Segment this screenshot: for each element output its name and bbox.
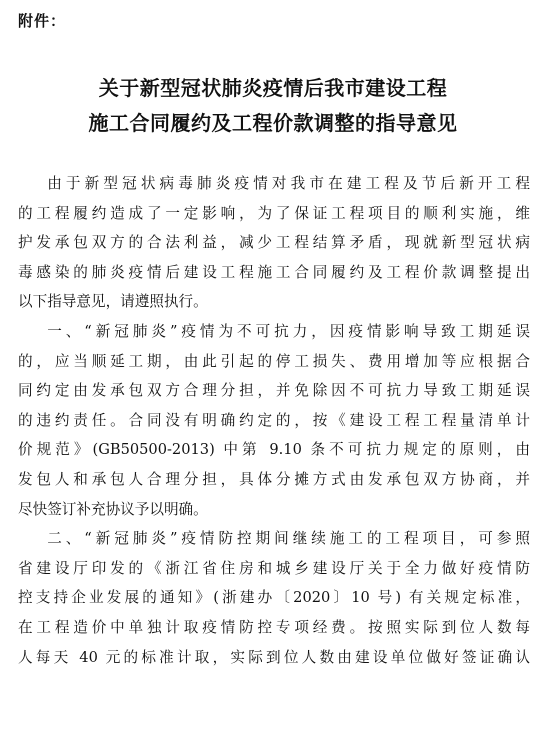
paragraph-line: 一、“新冠肺炎”疫情为不可抗力，因疫情影响导致工期延误 [47,322,530,340]
paragraph-line: 的违约责任。合同没有明确约定的，按《建设工程工程量清单计 [18,411,530,429]
paragraph-line: 以下指导意见，请遵照执行。 [18,293,208,311]
document-body [18,169,530,672]
document-title-line-2: 施工合同履约及工程价款调整的指导意见 [88,111,458,135]
paragraph-item-2 [18,524,530,672]
paragraph-line: 在工程造价中单独计取疫情防控专项经费。按照实际到位人数每 [18,618,530,636]
paragraph-line: 发包人和承包人合理分担，具体分摊方式由发承包双方协商，并 [18,470,530,488]
paragraph-line: 价规范》(GB50500-2013) 中第 9.10 条不可抗力规定的原则，由 [18,441,530,459]
attachment-label: 附件： [18,12,67,30]
paragraph-line: 的，应当顺延工期，由此引起的停工损失、费用增加等应根据合 [18,352,530,370]
paragraph-line: 人每天 40 元的标准计取，实际到位人数由建设单位做好签证确认 [18,648,530,666]
paragraph-line: 毒感染的肺炎疫情后建设工程施工合同履约及工程价款调整提出 [18,263,530,281]
paragraph-line: 省建设厅印发的《浙江省住房和城乡建设厅关于全力做好疫情防 [18,559,530,577]
paragraph-line: 同约定由发承包双方合理分担，并免除因不可抗力导致工期延误 [18,382,530,400]
paragraph-line: 由于新型冠状病毒肺炎疫情对我市在建工程及节后新开工程 [47,175,530,192]
paragraph-item-1 [18,317,530,524]
paragraph-intro [18,169,530,317]
paragraph-line: 护发承包双方的合法利益，减少工程结算矛盾，现就新型冠状病 [18,234,530,252]
paragraph-line: 尽快签订补充协议予以明确。 [18,500,208,518]
document-title-line-1: 关于新型冠状肺炎疫情后我市建设工程 [98,76,448,100]
paragraph-line: 控支持企业发展的通知》(浙建办〔2020〕10 号) 有关规定标准， [18,589,530,607]
paragraph-line: 二、“新冠肺炎”疫情防控期间继续施工的工程项目，可参照 [47,530,530,548]
paragraph-line: 的工程履约造成了一定影响，为了保证工程项目的顺利实施，维 [18,204,530,222]
